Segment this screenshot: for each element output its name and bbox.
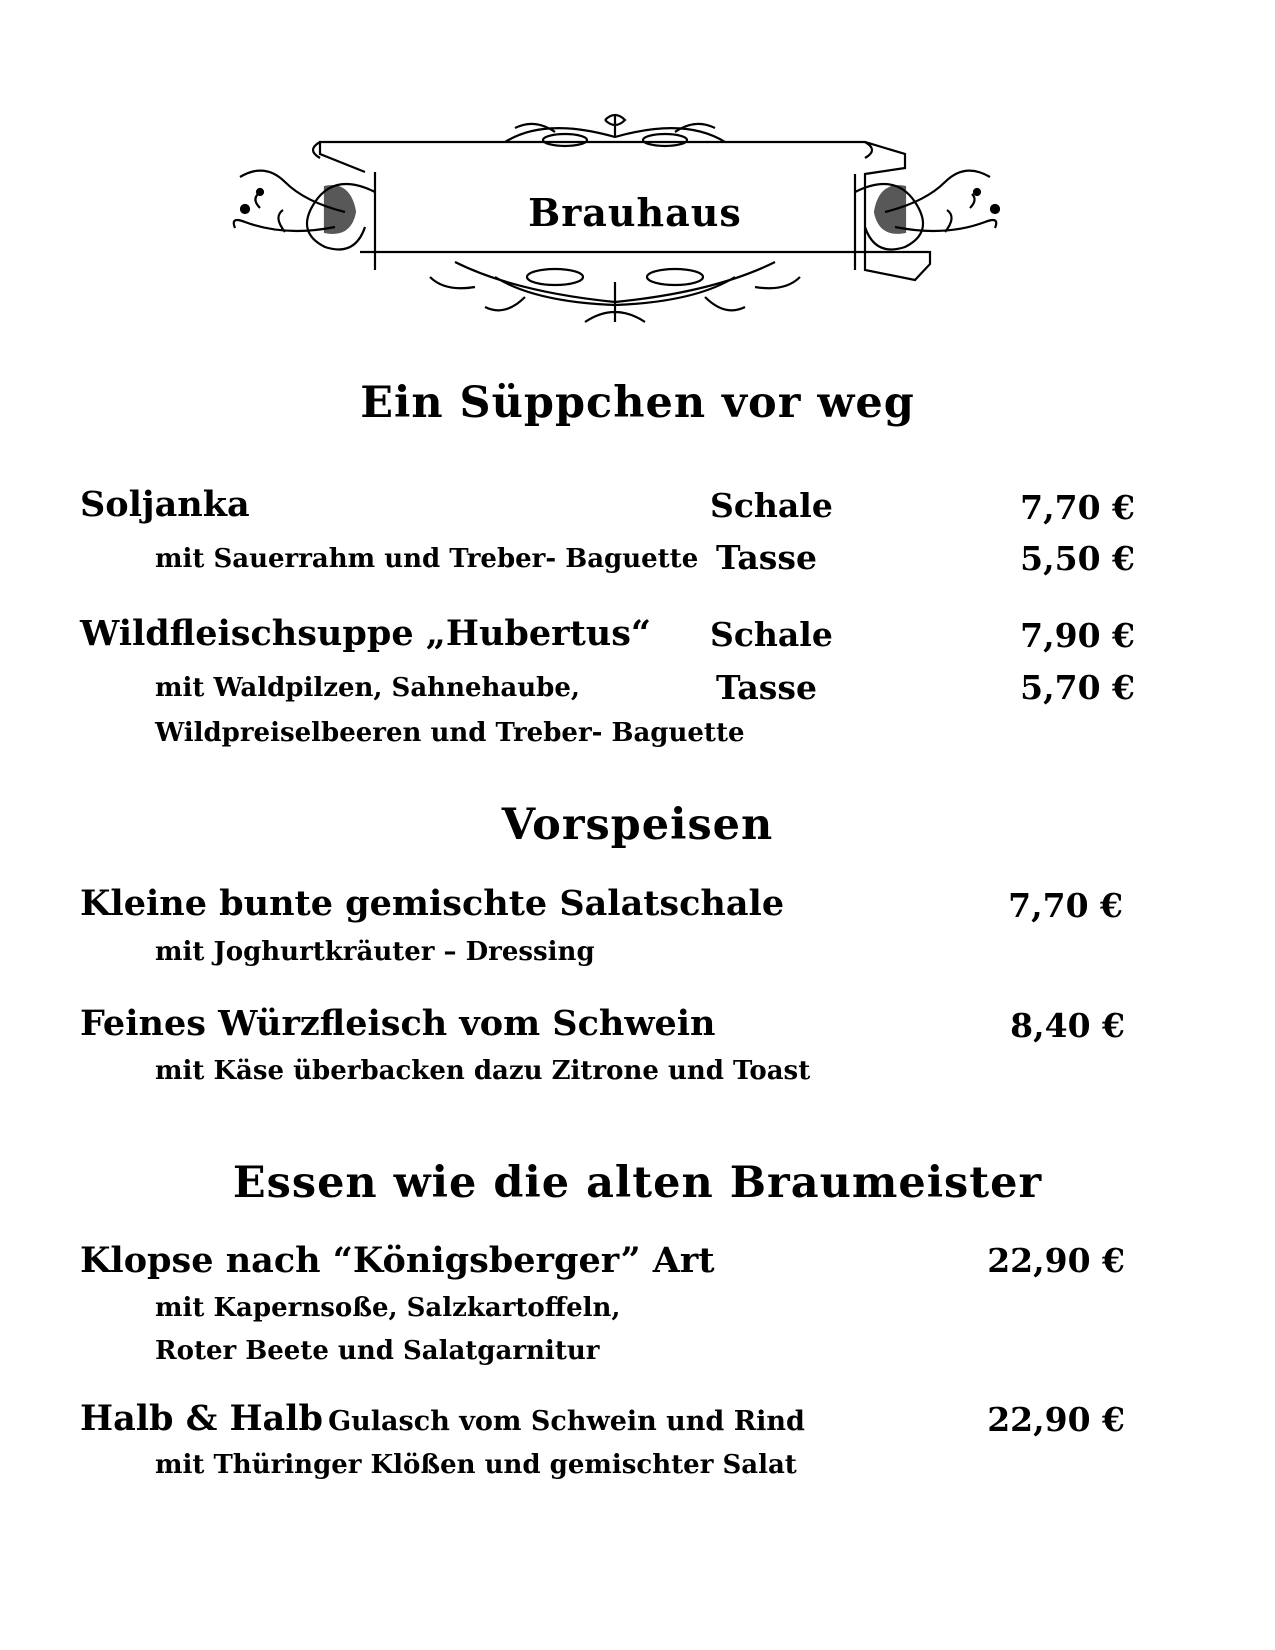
- item-name-wildfleischsuppe: Wildfleischsuppe „Hubertus“: [80, 613, 652, 654]
- size-label-schale: Schale: [710, 486, 833, 525]
- section-title-vorspeisen: Vorspeisen: [501, 800, 774, 850]
- item-desc-gulasch: mit Thüringer Klößen und gemischter Salat: [155, 1450, 797, 1480]
- price-wuerzfleisch: 8,40 €: [1010, 1006, 1125, 1045]
- price-soljanka-schale: 7,70 €: [1020, 488, 1135, 527]
- price-klopse: 22,90 €: [987, 1241, 1125, 1280]
- item-name-salatschale: Kleine bunte gemischte Salatschale: [80, 883, 785, 924]
- item-name-klopse: Klopse nach “Königsberger” Art: [80, 1240, 715, 1281]
- item-desc-wildfleischsuppe-1: mit Waldpilzen, Sahnehaube,: [155, 673, 580, 703]
- size-label-tasse: Tasse: [716, 538, 817, 577]
- price-wildfleischsuppe-schale: 7,90 €: [1020, 616, 1135, 655]
- item-desc-wildfleischsuppe-2: Wildpreiselbeeren und Treber- Baguette: [155, 718, 745, 748]
- item-name-suffix-gulasch: Gulasch vom Schwein und Rind: [328, 1406, 805, 1437]
- item-desc-klopse-2: Roter Beete und Salatgarnitur: [155, 1336, 600, 1366]
- price-salatschale: 7,70 €: [1008, 886, 1123, 925]
- crest-title: Brauhaus: [528, 190, 742, 235]
- item-name-halb-halb: Halb & Halb: [80, 1398, 324, 1439]
- item-name-wuerzfleisch: Feines Würzfleisch vom Schwein: [80, 1003, 716, 1044]
- item-desc-klopse-1: mit Kapernsoße, Salzkartoffeln,: [155, 1293, 621, 1323]
- price-soljanka-tasse: 5,50 €: [1020, 539, 1135, 578]
- section-title-soups: Ein Süppchen vor weg: [360, 378, 915, 428]
- price-gulasch: 22,90 €: [987, 1400, 1125, 1439]
- ornamental-crest: [225, 112, 1045, 334]
- item-name-soljanka: Soljanka: [80, 484, 250, 525]
- section-title-braumeister: Essen wie die alten Braumeister: [232, 1158, 1043, 1208]
- item-name-row-gulasch: [80, 1398, 805, 1439]
- price-wildfleischsuppe-tasse: 5,70 €: [1020, 668, 1135, 707]
- item-desc-wuerzfleisch: mit Käse überbacken dazu Zitrone und Toast: [155, 1056, 811, 1086]
- size-label-tasse: Tasse: [716, 668, 817, 707]
- item-desc-salatschale: mit Joghurtkräuter – Dressing: [155, 937, 595, 967]
- size-label-schale: Schale: [710, 615, 833, 654]
- item-desc-soljanka: mit Sauerrahm und Treber- Baguette: [155, 544, 699, 574]
